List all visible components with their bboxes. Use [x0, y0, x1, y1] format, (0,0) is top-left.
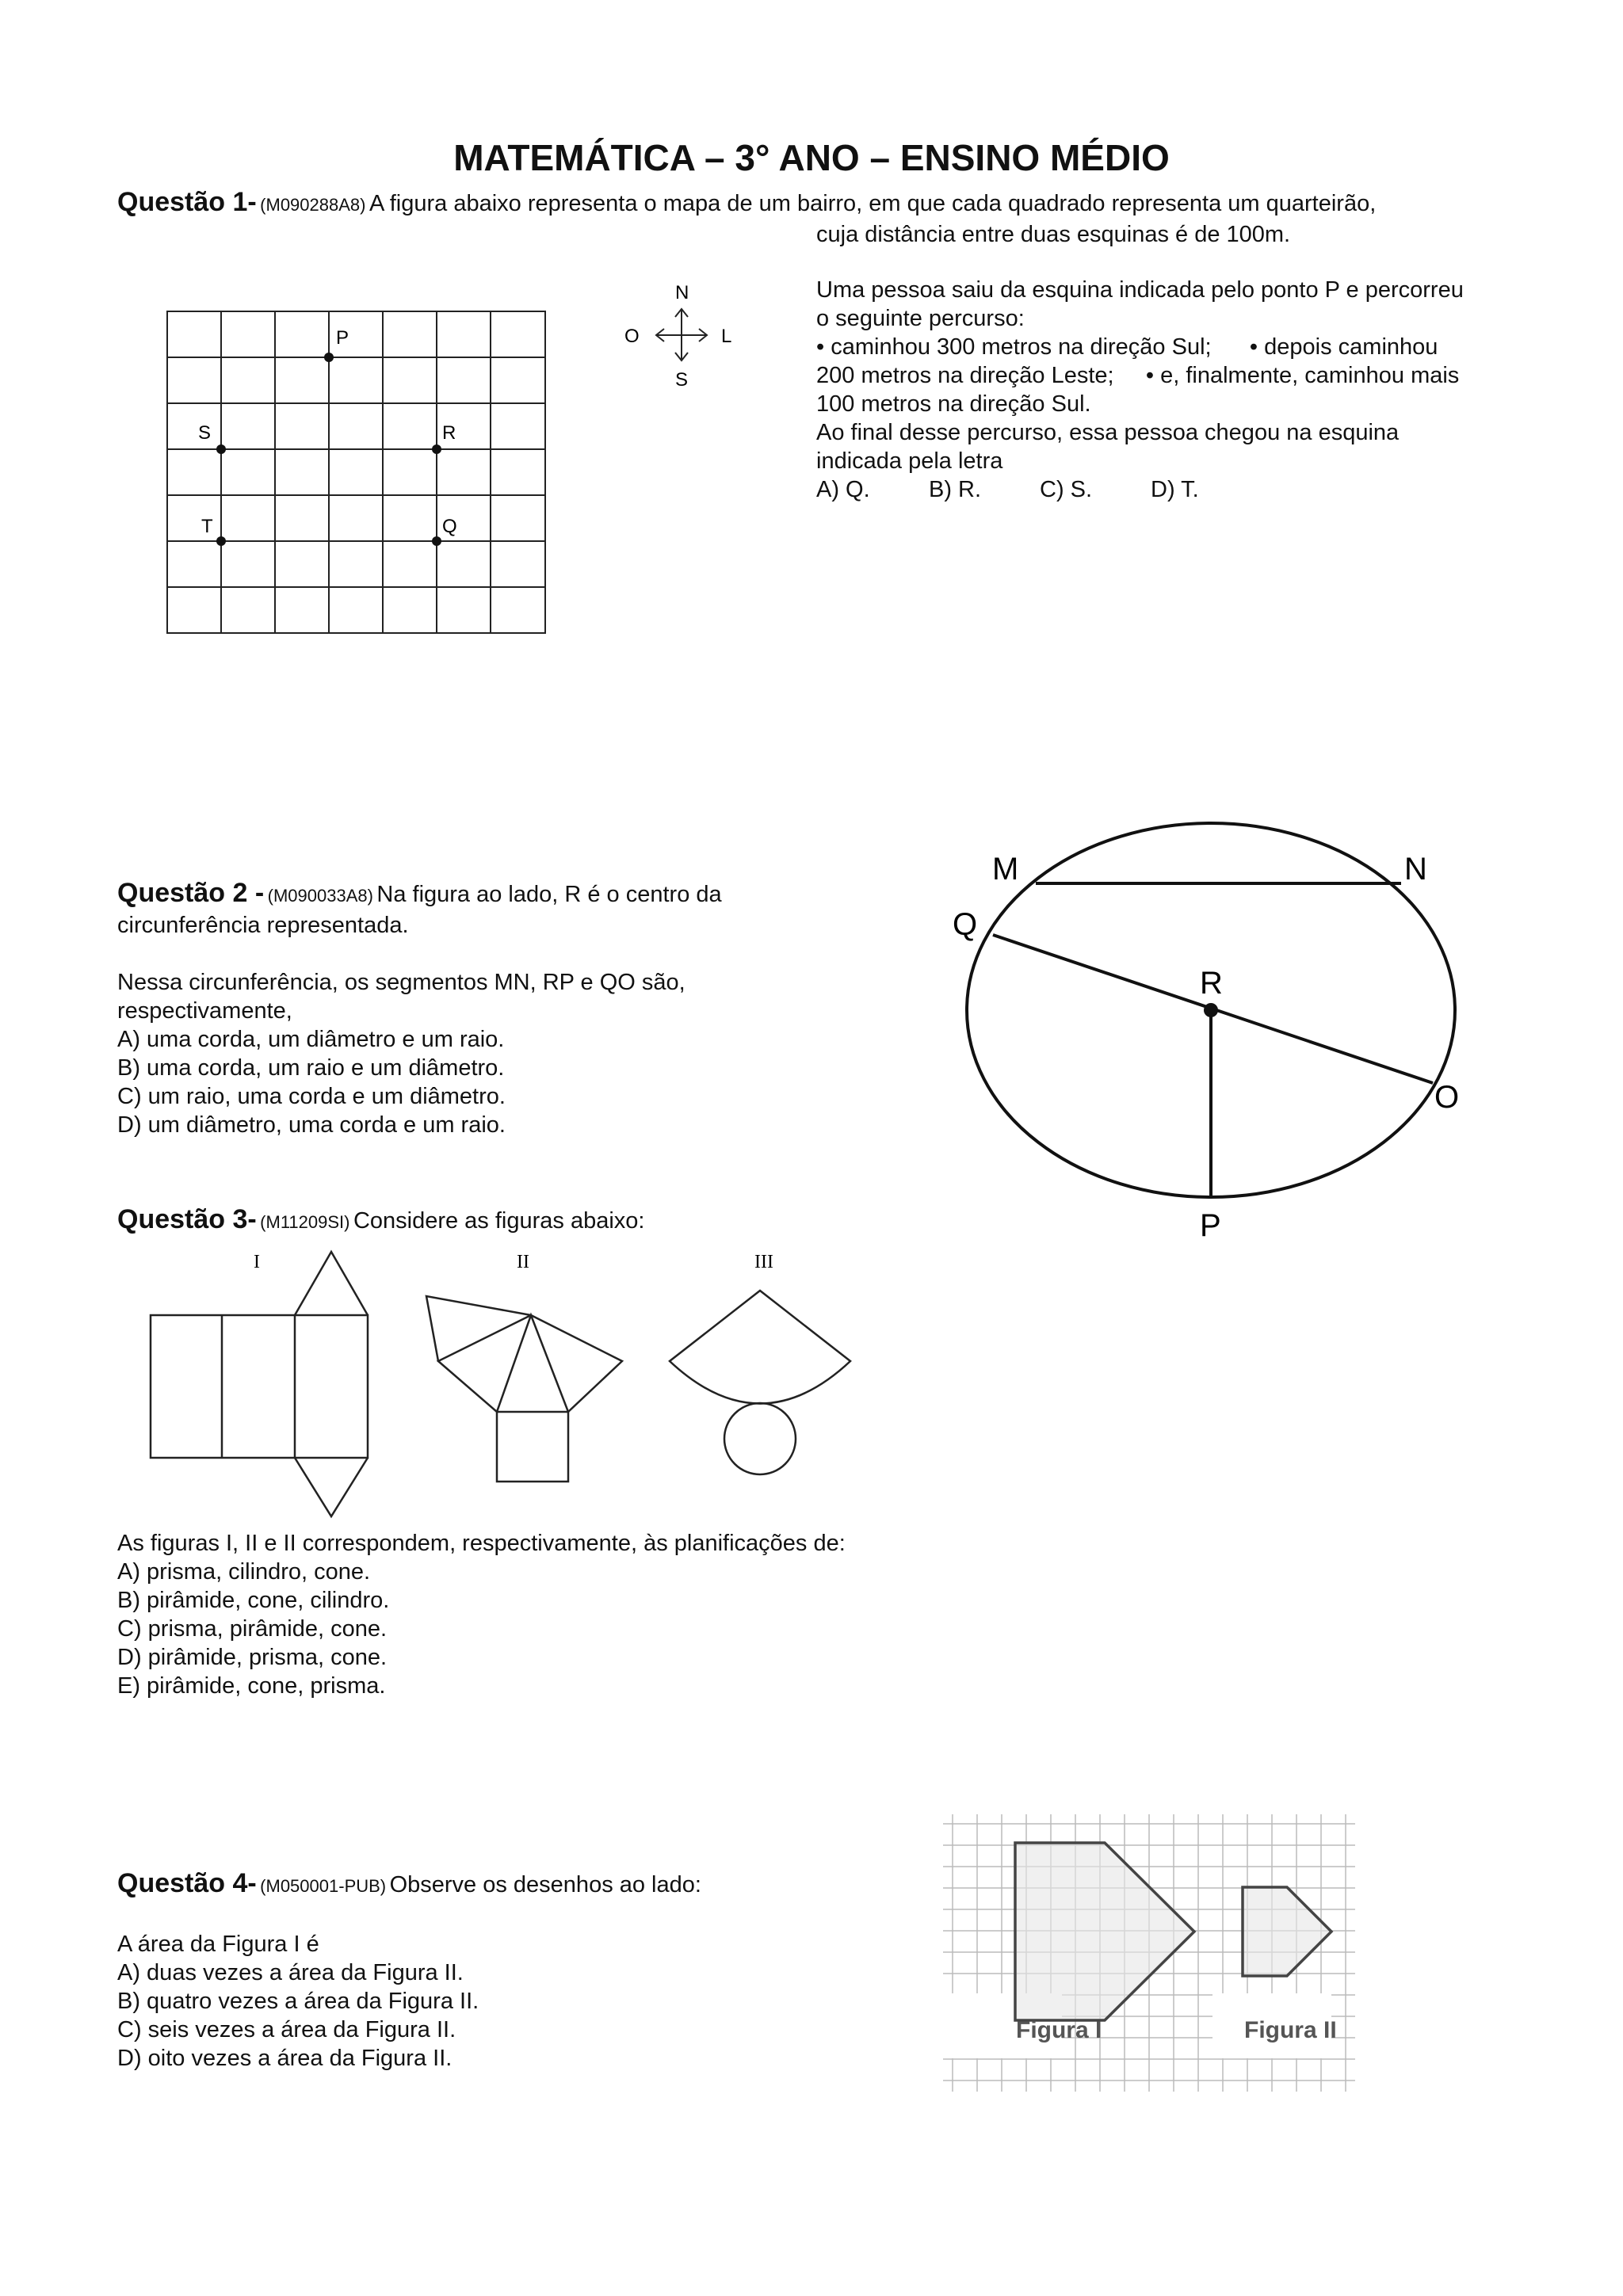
q2-option-d[interactable]: D) um diâmetro, uma corda e um raio. [117, 1112, 506, 1138]
q3-option-d[interactable]: D) pirâmide, prisma, cone. [117, 1645, 388, 1670]
q2-label-r: R [1200, 966, 1223, 1001]
q4-code: (M050001-PUB) [260, 1876, 387, 1896]
q3-figure-ii-pyramid-net [426, 1296, 622, 1482]
map-label-q: Q [442, 516, 457, 537]
q2-stem: Nessa circunferência, os segmentos MN, RP e QO são, [117, 970, 685, 995]
q3-stem: As figuras I, II e II correspondem, respectivamente, às planificações de: [117, 1531, 846, 1556]
page-title: MATEMÁTICA – 3° ANO – ENSINO MÉDIO [453, 137, 1170, 178]
compass-north: N [675, 282, 689, 303]
q4-area-figures [943, 1814, 1355, 2092]
q4-intro: Observe os desenhos ao lado: [389, 1872, 701, 1897]
q4-figure-i-label: Figura I [1016, 2017, 1102, 2043]
q3-figure-i-prism-net [151, 1252, 368, 1516]
q1-header [117, 187, 1376, 218]
q2-label-n: N [1404, 852, 1427, 887]
q1-text-block [816, 276, 1561, 504]
q1-line: Uma pessoa saiu da esquina indicada pelo ponto P e percorreu [816, 277, 1464, 303]
map-point-r [432, 444, 441, 454]
q1-code: (M090288A8) [260, 195, 366, 215]
q1-map-grid [167, 311, 545, 633]
q1-option-b[interactable]: B) R. [929, 477, 982, 502]
q3-option-a[interactable]: A) prisma, cilindro, cone. [117, 1559, 371, 1585]
q2-circle-figure [935, 808, 1490, 1252]
q3-fig-label-i: I [254, 1252, 260, 1272]
q3-intro: Considere as figuras abaixo: [353, 1208, 645, 1234]
q2-header [117, 878, 722, 909]
q1-intro-cont: cuja distância entre duas esquinas é de 100m. [816, 222, 1291, 247]
q2-code: (M090033A8) [267, 886, 373, 906]
q4-label: Questão 4- [117, 1868, 257, 1898]
q1-option-c[interactable]: C) S. [1040, 477, 1093, 502]
q1-line: indicada pela letra [816, 448, 1003, 474]
q2-block [117, 968, 685, 1139]
q1-line: 100 metros na direção Sul. [816, 391, 1091, 417]
compass-arrows-icon [656, 309, 707, 360]
q3-block [117, 1529, 846, 1700]
map-label-s: S [198, 422, 212, 444]
q1-line: • caminhou 300 metros na direção Sul; • depois caminhou [816, 334, 1438, 360]
q4-option-a[interactable]: A) duas vezes a área da Figura II. [117, 1960, 464, 1985]
q2-stem-cont: respectivamente, [117, 998, 292, 1024]
q4-figure-i [1015, 1843, 1194, 2020]
q3-code: (M11209SI) [260, 1212, 350, 1232]
q1-compass [618, 281, 745, 400]
map-point-q [432, 536, 441, 546]
q1-line: o seguinte percurso: [816, 306, 1025, 331]
q3-option-c[interactable]: C) prisma, pirâmide, cone. [117, 1616, 388, 1642]
map-label-r: R [442, 422, 456, 444]
compass-east: L [721, 326, 732, 347]
q3-fig-label-iii: III [754, 1252, 773, 1272]
q3-figure-iii-cone-net [670, 1291, 850, 1474]
q4-figure-ii [1243, 1887, 1331, 1976]
q4-stem: A área da Figura I é [117, 1932, 319, 1957]
q1-label: Questão 1- [117, 187, 257, 217]
q1-option-a[interactable]: A) Q. [816, 477, 870, 502]
q1-neighborhood-map [166, 311, 547, 635]
q4-header [117, 1868, 701, 1899]
map-label-t: T [201, 516, 213, 537]
q2-label-m: M [992, 852, 1019, 887]
q3-label: Questão 3- [117, 1204, 257, 1234]
q2-intro: Na figura ao lado, R é o centro da [376, 882, 722, 907]
map-point-t [216, 536, 226, 546]
q3-header [117, 1204, 644, 1235]
q3-nets-figure [143, 1244, 872, 1529]
q4-option-b[interactable]: B) quatro vezes a área da Figura II. [117, 1989, 479, 2014]
q1-options [816, 475, 1561, 504]
q2-label-q: Q [953, 907, 978, 942]
compass-south: S [675, 369, 689, 391]
q2-intro-cont: circunferência representada. [117, 913, 409, 938]
q1-intro: A figura abaixo representa o mapa de um bairro, em que cada quadrado representa um quarteirão, [369, 191, 1377, 216]
q2-label-p: P [1200, 1208, 1221, 1243]
q4-figure-ii-label: Figura II [1244, 2017, 1337, 2043]
q2-label: Questão 2 - [117, 878, 265, 908]
compass-west: O [624, 326, 640, 347]
map-point-p [324, 353, 334, 362]
q3-option-e[interactable]: E) pirâmide, cone, prisma. [117, 1673, 386, 1699]
q2-option-c[interactable]: C) um raio, uma corda e um diâmetro. [117, 1084, 506, 1109]
q3-option-b[interactable]: B) pirâmide, cone, cilindro. [117, 1588, 390, 1613]
q1-option-d[interactable]: D) T. [1151, 477, 1199, 502]
q3-fig-label-ii: II [517, 1252, 529, 1272]
q1-line: 200 metros na direção Leste; • e, finalmente, caminhou mais [816, 363, 1460, 388]
q4-block [117, 1930, 479, 2073]
q1-line: Ao final desse percurso, essa pessoa chegou na esquina [816, 420, 1400, 445]
q2-option-a[interactable]: A) uma corda, um diâmetro e um raio. [117, 1027, 505, 1052]
q2-label-o: O [1434, 1080, 1460, 1115]
q4-option-d[interactable]: D) oito vezes a área da Figura II. [117, 2046, 453, 2071]
q4-option-c[interactable]: C) seis vezes a área da Figura II. [117, 2017, 456, 2042]
map-point-s [216, 444, 226, 454]
q2-center-point [1204, 1003, 1218, 1017]
map-label-p: P [336, 327, 349, 349]
q2-option-b[interactable]: B) uma corda, um raio e um diâmetro. [117, 1055, 505, 1081]
